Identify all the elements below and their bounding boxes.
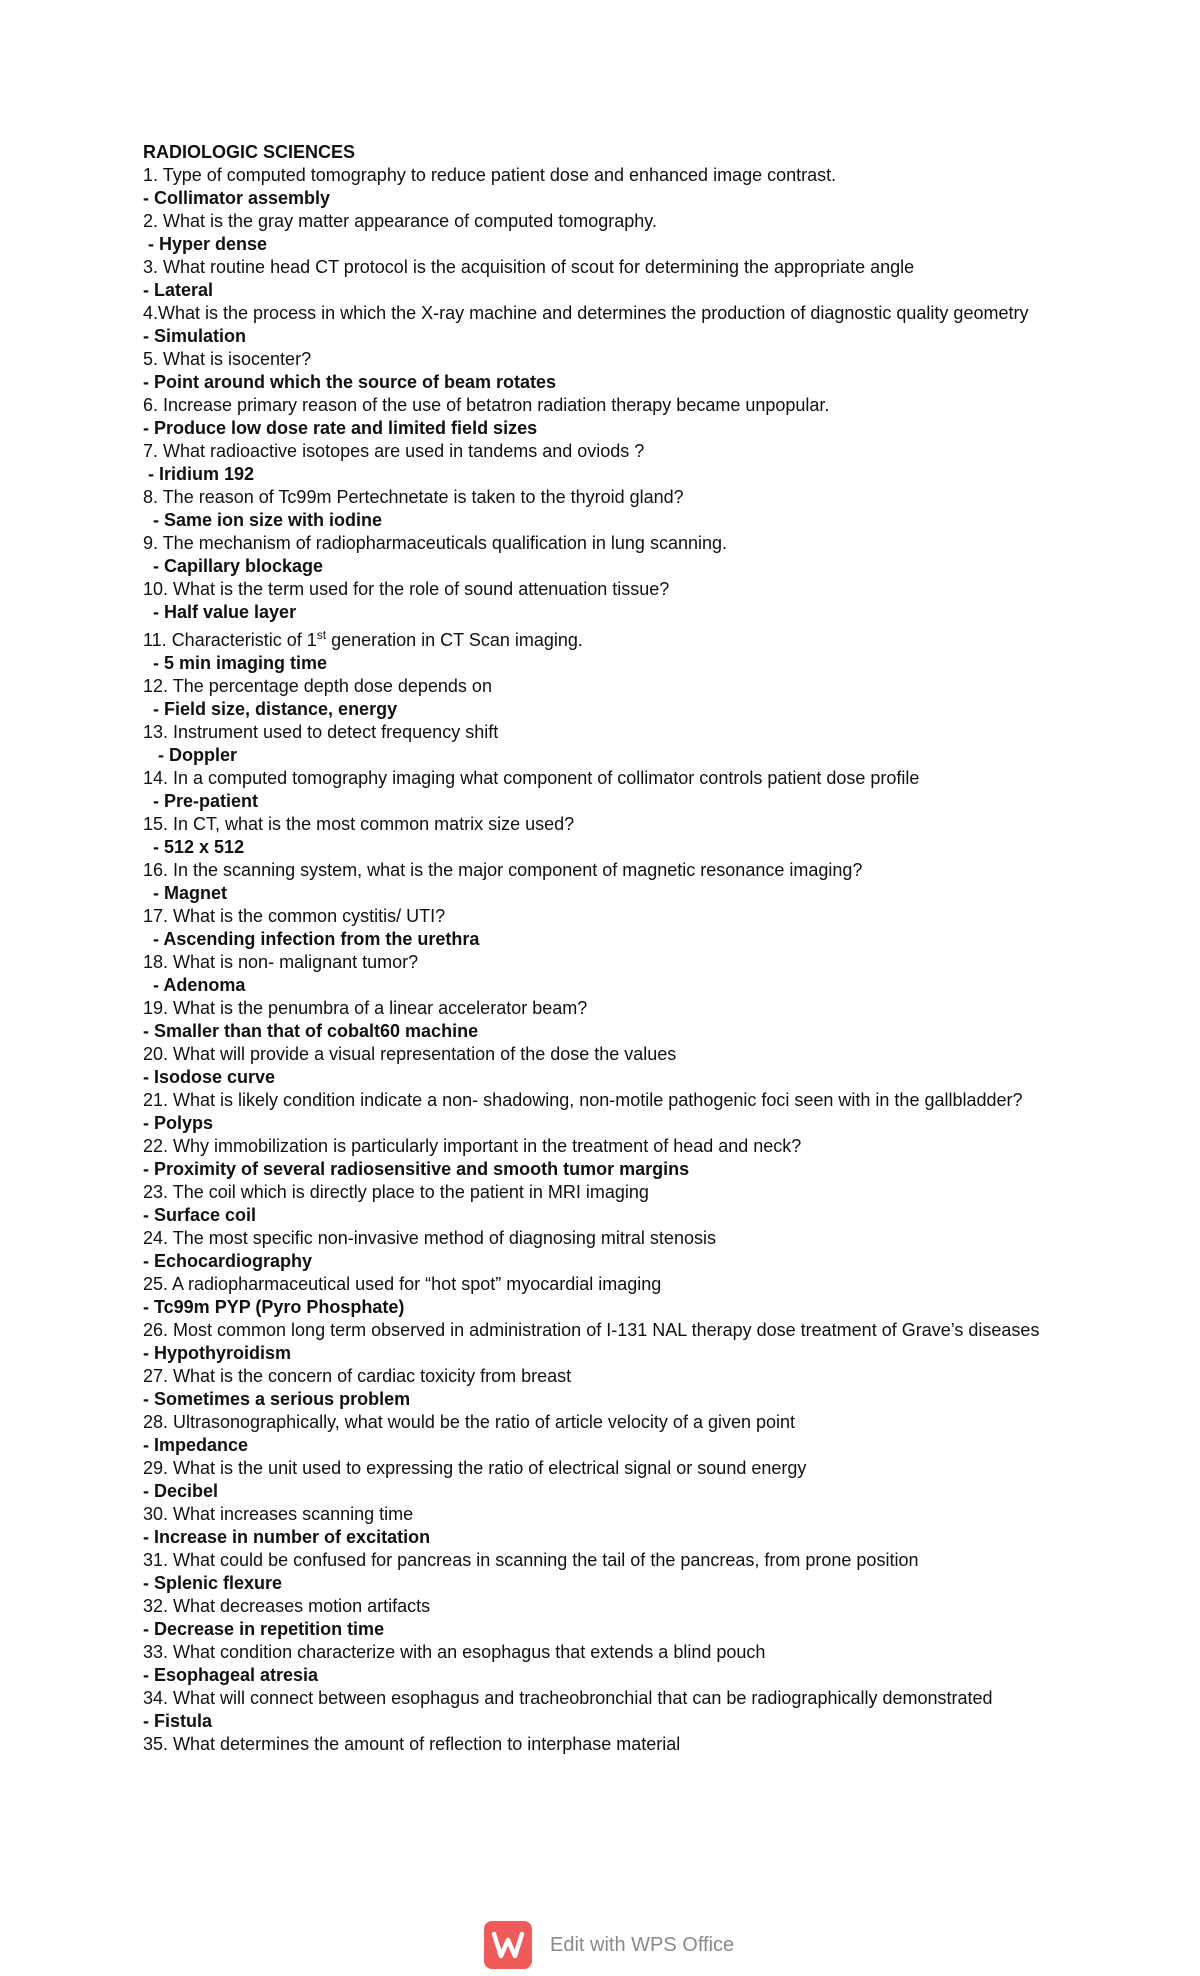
answer-line: - Lateral — [143, 280, 214, 300]
answer-line: - Proximity of several radiosensitive and smooth tumor margins — [143, 1159, 690, 1179]
question-line: 22. Why immobilization is particularly important in the treatment of head and neck? — [143, 1136, 802, 1156]
answer-line: - Impedance — [143, 1435, 249, 1455]
answer-line: - 512 x 512 — [143, 837, 245, 857]
answer-line: - Hyper dense — [143, 234, 268, 254]
answer-line: - Echocardiography — [143, 1251, 313, 1271]
answer-line: - Magnet — [143, 883, 227, 903]
answer-line: - Adenoma — [143, 975, 246, 995]
answer-line: - Capillary blockage — [143, 556, 324, 576]
question-line: 34. What will connect between esophagus and tracheobronchial that can be radiographically demonstrated — [143, 1688, 993, 1708]
answer-line: - Smaller than that of cobalt60 machine — [143, 1021, 479, 1041]
document-title: RADIOLOGIC SCIENCES — [143, 142, 356, 162]
question-line: 28. Ultrasonographically, what would be the ratio of article velocity of a given point — [143, 1412, 796, 1432]
question-line: 8. The reason of Tc99m Pertechnetate is taken to the thyroid gland? — [143, 487, 684, 507]
question-line: 35. What determines the amount of reflection to interphase material — [143, 1734, 681, 1754]
answer-line: - Tc99m PYP (Pyro Phosphate) — [143, 1297, 405, 1317]
answer-line: - Isodose curve — [143, 1067, 276, 1087]
answer-line: - Sometimes a serious problem — [143, 1389, 411, 1409]
answer-line: - Iridium 192 — [143, 464, 255, 484]
question-line: 14. In a computed tomography imaging what component of collimator controls patient dose profile — [143, 768, 920, 788]
question-text: 11. Characteristic of 1 — [143, 630, 317, 650]
question-line: 23. The coil which is directly place to the patient in MRI imaging — [143, 1182, 649, 1202]
answer-line: - Field size, distance, energy — [143, 699, 398, 719]
question-line: 30. What increases scanning time — [143, 1504, 414, 1524]
question-list — [143, 164, 1063, 1756]
answer-line: - Splenic flexure — [143, 1573, 283, 1593]
question-line: 7. What radioactive isotopes are used in tandems and oviods ? — [143, 441, 645, 461]
answer-line: - Doppler — [143, 745, 237, 765]
question-line — [143, 624, 1063, 652]
question-line: 17. What is the common cystitis/ UTI? — [143, 906, 446, 926]
question-line: 15. In CT, what is the most common matrix size used? — [143, 814, 575, 834]
answer-line: - Same ion size with iodine — [143, 510, 383, 530]
question-line: 26. Most common long term observed in administration of I-131 NAL therapy dose treatment of Grave’s diseases — [143, 1320, 1040, 1340]
question-line: 9. The mechanism of radiopharmaceuticals qualification in lung scanning. — [143, 533, 727, 553]
wps-footer[interactable] — [484, 1920, 734, 1970]
question-line: 18. What is non- malignant tumor? — [143, 952, 419, 972]
wps-logo-icon — [484, 1921, 532, 1969]
question-line: 2. What is the gray matter appearance of computed tomography. — [143, 211, 657, 231]
answer-line: - Pre-patient — [143, 791, 259, 811]
question-line: 4.What is the process in which the X-ray machine and determines the production of diagnostic quality geometry — [143, 303, 1029, 323]
question-line: 10. What is the term used for the role of sound attenuation tissue? — [143, 579, 670, 599]
answer-line: - Point around which the source of beam rotates — [143, 372, 557, 392]
question-text: generation in CT Scan imaging. — [326, 630, 583, 650]
question-line: 13. Instrument used to detect frequency shift — [143, 722, 499, 742]
answer-line: - Decibel — [143, 1481, 219, 1501]
answer-line: - 5 min imaging time — [143, 653, 328, 673]
question-line: 25. A radiopharmaceutical used for “hot spot” myocardial imaging — [143, 1274, 662, 1294]
question-line: 20. What will provide a visual representation of the dose the values — [143, 1044, 677, 1064]
question-line: 19. What is the penumbra of a linear accelerator beam? — [143, 998, 588, 1018]
answer-line: - Collimator assembly — [143, 188, 331, 208]
answer-line: - Ascending infection from the urethra — [143, 929, 480, 949]
answer-line: - Polyps — [143, 1113, 214, 1133]
question-line: 21. What is likely condition indicate a non- shadowing, non-motile pathogenic foci seen with in the gallbladder? — [143, 1090, 1023, 1110]
question-line: 29. What is the unit used to expressing the ratio of electrical signal or sound energy — [143, 1458, 807, 1478]
question-line: 31. What could be confused for pancreas in scanning the tail of the pancreas, from prone position — [143, 1550, 919, 1570]
answer-line: - Simulation — [143, 326, 246, 346]
answer-line: - Fistula — [143, 1711, 213, 1731]
question-line: 24. The most specific non-invasive method of diagnosing mitral stenosis — [143, 1228, 716, 1248]
question-line: 32. What decreases motion artifacts — [143, 1596, 431, 1616]
answer-line: - Increase in number of excitation — [143, 1527, 431, 1547]
answer-line: - Produce low dose rate and limited field sizes — [143, 418, 538, 438]
question-line: 3. What routine head CT protocol is the acquisition of scout for determining the appropriate angle — [143, 257, 915, 277]
answer-line: - Half value layer — [143, 602, 297, 622]
answer-line: - Esophageal atresia — [143, 1665, 319, 1685]
answer-line: - Decrease in repetition time — [143, 1619, 385, 1639]
answer-line: - Hypothyroidism — [143, 1343, 292, 1363]
question-line: 12. The percentage depth dose depends on — [143, 676, 492, 696]
question-line: 33. What condition characterize with an esophagus that extends a blind pouch — [143, 1642, 766, 1662]
superscript: st — [316, 628, 327, 642]
question-line: 27. What is the concern of cardiac toxicity from breast — [143, 1366, 572, 1386]
wps-footer-text: Edit with WPS Office — [550, 1933, 735, 1956]
question-line: 5. What is isocenter? — [143, 349, 312, 369]
question-line: 6. Increase primary reason of the use of betatron radiation therapy became unpopular. — [143, 395, 830, 415]
question-line: 16. In the scanning system, what is the major component of magnetic resonance imaging? — [143, 860, 863, 880]
question-line: 1. Type of computed tomography to reduce patient dose and enhanced image contrast. — [143, 165, 837, 185]
w-glyph-icon — [491, 1930, 525, 1960]
answer-line: - Surface coil — [143, 1205, 257, 1225]
document-page — [143, 141, 1063, 1756]
